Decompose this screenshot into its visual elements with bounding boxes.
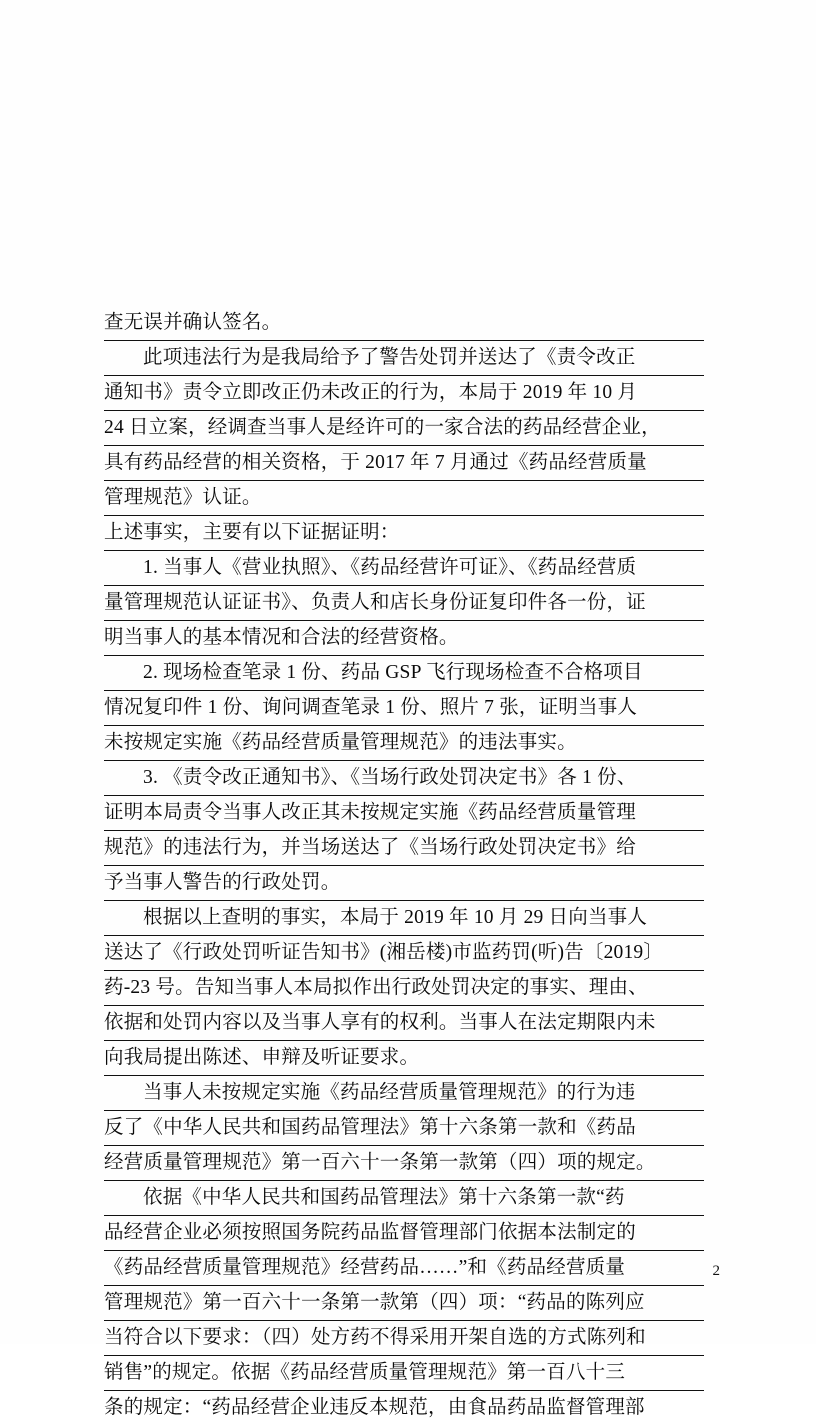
paragraph-6 xyxy=(104,761,704,901)
text-line: 管理规范》认证。 xyxy=(104,481,704,516)
paragraph-9 xyxy=(104,1181,704,1426)
paragraph-2 xyxy=(104,341,704,516)
paragraph-7 xyxy=(104,901,704,1076)
text-line: 予当事人警告的行政处罚。 xyxy=(104,866,704,901)
page-number: 2 xyxy=(712,1263,720,1279)
document-body xyxy=(104,306,704,1426)
text-line: 明当事人的基本情况和合法的经营资格。 xyxy=(104,621,704,656)
text-line: 1. 当事人《营业执照》、《药品经营许可证》、《药品经营质 xyxy=(104,551,704,586)
text-line: 销售”的规定。依据《药品经营质量管理规范》第一百八十三 xyxy=(104,1356,704,1391)
paragraph-8 xyxy=(104,1076,704,1181)
text-line: 未按规定实施《药品经营质量管理规范》的违法事实。 xyxy=(104,726,704,761)
text-line: 送达了《行政处罚听证告知书》(湘岳楼)市监药罚(听)告〔2019〕 xyxy=(104,936,704,971)
text-line: 情况复印件 1 份、询问调查笔录 1 份、照片 7 张，证明当事人 xyxy=(104,691,704,726)
text-line: 具有药品经营的相关资格，于 2017 年 7 月通过《药品经营质量 xyxy=(104,446,704,481)
text-line: 依据和处罚内容以及当事人享有的权利。当事人在法定期限内未 xyxy=(104,1006,704,1041)
paragraph-1 xyxy=(104,306,704,341)
text-line: 品经营企业必须按照国务院药品监督管理部门依据本法制定的 xyxy=(104,1216,704,1251)
text-line: 当符合以下要求：（四）处方药不得采用开架自选的方式陈列和 xyxy=(104,1321,704,1356)
text-line: 通知书》责令立即改正仍未改正的行为，本局于 2019 年 10 月 xyxy=(104,376,704,411)
text-line: 24 日立案，经调查当事人是经许可的一家合法的药品经营企业， xyxy=(104,411,704,446)
paragraph-3 xyxy=(104,516,704,551)
text-line: 依据《中华人民共和国药品管理法》第十六条第一款“药 xyxy=(104,1181,704,1216)
text-line: 2. 现场检查笔录 1 份、药品 GSP 飞行现场检查不合格项目 xyxy=(104,656,704,691)
text-line: 根据以上查明的事实，本局于 2019 年 10 月 29 日向当事人 xyxy=(104,901,704,936)
text-line: 向我局提出陈述、申辩及听证要求。 xyxy=(104,1041,704,1076)
text-line: 药-23 号。告知当事人本局拟作出行政处罚决定的事实、理由、 xyxy=(104,971,704,1006)
text-line: 此项违法行为是我局给予了警告处罚并送达了《责令改正 xyxy=(104,341,704,376)
text-line: 管理规范》第一百六十一条第一款第（四）项：“药品的陈列应 xyxy=(104,1286,704,1321)
text-line: 《药品经营质量管理规范》经营药品……”和《药品经营质量 xyxy=(104,1251,704,1286)
paragraph-4 xyxy=(104,551,704,656)
text-line: 证明本局责令当事人改正其未按规定实施《药品经营质量管理 xyxy=(104,796,704,831)
text-line: 条的规定：“药品经营企业违反本规范，由食品药品监督管理部 xyxy=(104,1397,645,1418)
text-line: 当事人未按规定实施《药品经营质量管理规范》的行为违 xyxy=(104,1076,704,1111)
text-line: 量管理规范认证证书》、负责人和店长身份证复印件各一份，证 xyxy=(104,586,704,621)
text-line: 查无误并确认签名。 xyxy=(104,306,704,341)
text-line: 上述事实，主要有以下证据证明： xyxy=(104,516,704,551)
paragraph-5 xyxy=(104,656,704,761)
text-line: 反了《中华人民共和国药品管理法》第十六条第一款和《药品 xyxy=(104,1111,704,1146)
text-line: 规范》的违法行为，并当场送达了《当场行政处罚决定书》给 xyxy=(104,831,704,866)
text-line: 经营质量管理规范》第一百六十一条第一款第（四）项的规定。 xyxy=(104,1146,704,1181)
text-line: 3. 《责令改正通知书》、《当场行政处罚决定书》各 1 份、 xyxy=(104,761,704,796)
